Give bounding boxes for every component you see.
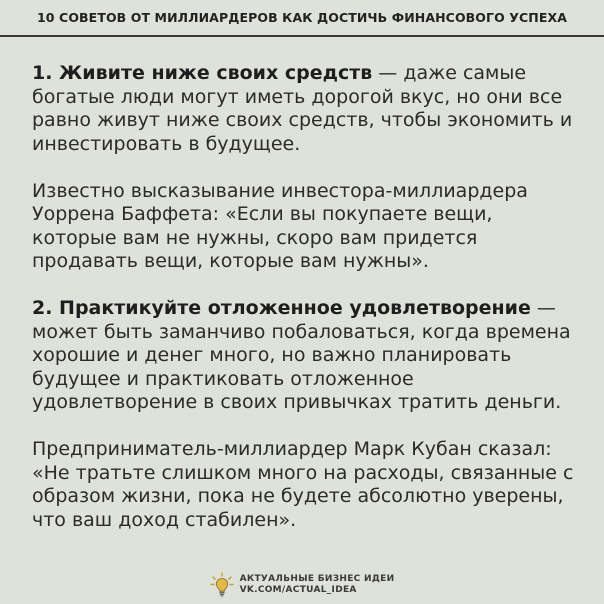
tip-1-heading: 1. Живите ниже своих средств (32, 62, 373, 84)
tip-1-text: — даже самые богатые люди могут иметь дорогой вкус, но они все равно живут ниже своих средств, чтобы экономить и инвестировать в будущее. (32, 62, 573, 155)
tip-2-text: — может быть заманчиво побаловаться, когда времена хорошие и денег много, но важно планировать будущее и практиковать отложенное удовлетворение в своих привычках тратить деньги. (32, 297, 571, 413)
tip-2-quote: Предприниматель-миллиардер Марк Кубан сказал: «Не тратьте слишком много на расходы, связанные с образом жизни, пока не будете абсолютно уверены, что ваш доход стабилен». (32, 438, 574, 531)
footer-brand-name: АКТУАЛЬНЫЕ БИЗНЕС ИДЕИ (239, 574, 395, 584)
lightbulb-icon (210, 572, 234, 598)
article-body (32, 62, 582, 556)
footer-text (240, 574, 395, 596)
footer-link[interactable]: VK.COM/ACTUAL_IDEA (239, 585, 357, 595)
tip-1-paragraph (32, 62, 582, 156)
tip-2-paragraph (32, 297, 582, 415)
tip-1-quote: Известно высказывание инвестора-миллиардера Уоррена Баффета: «Если вы покупаете вещи, которые вам не нужны, скоро вам придется продавать вещи, которые вам нужны». (32, 179, 528, 272)
tip-2-heading: 2. Практикуйте отложенное удовлетворение (32, 297, 531, 319)
footer-brand (0, 572, 604, 598)
header-divider (0, 35, 604, 37)
page-title: 10 СОВЕТОВ ОТ МИЛЛИАРДЕРОВ КАК ДОСТИЧЬ ФИНАНСОВОГО УСПЕХА (37, 10, 567, 25)
